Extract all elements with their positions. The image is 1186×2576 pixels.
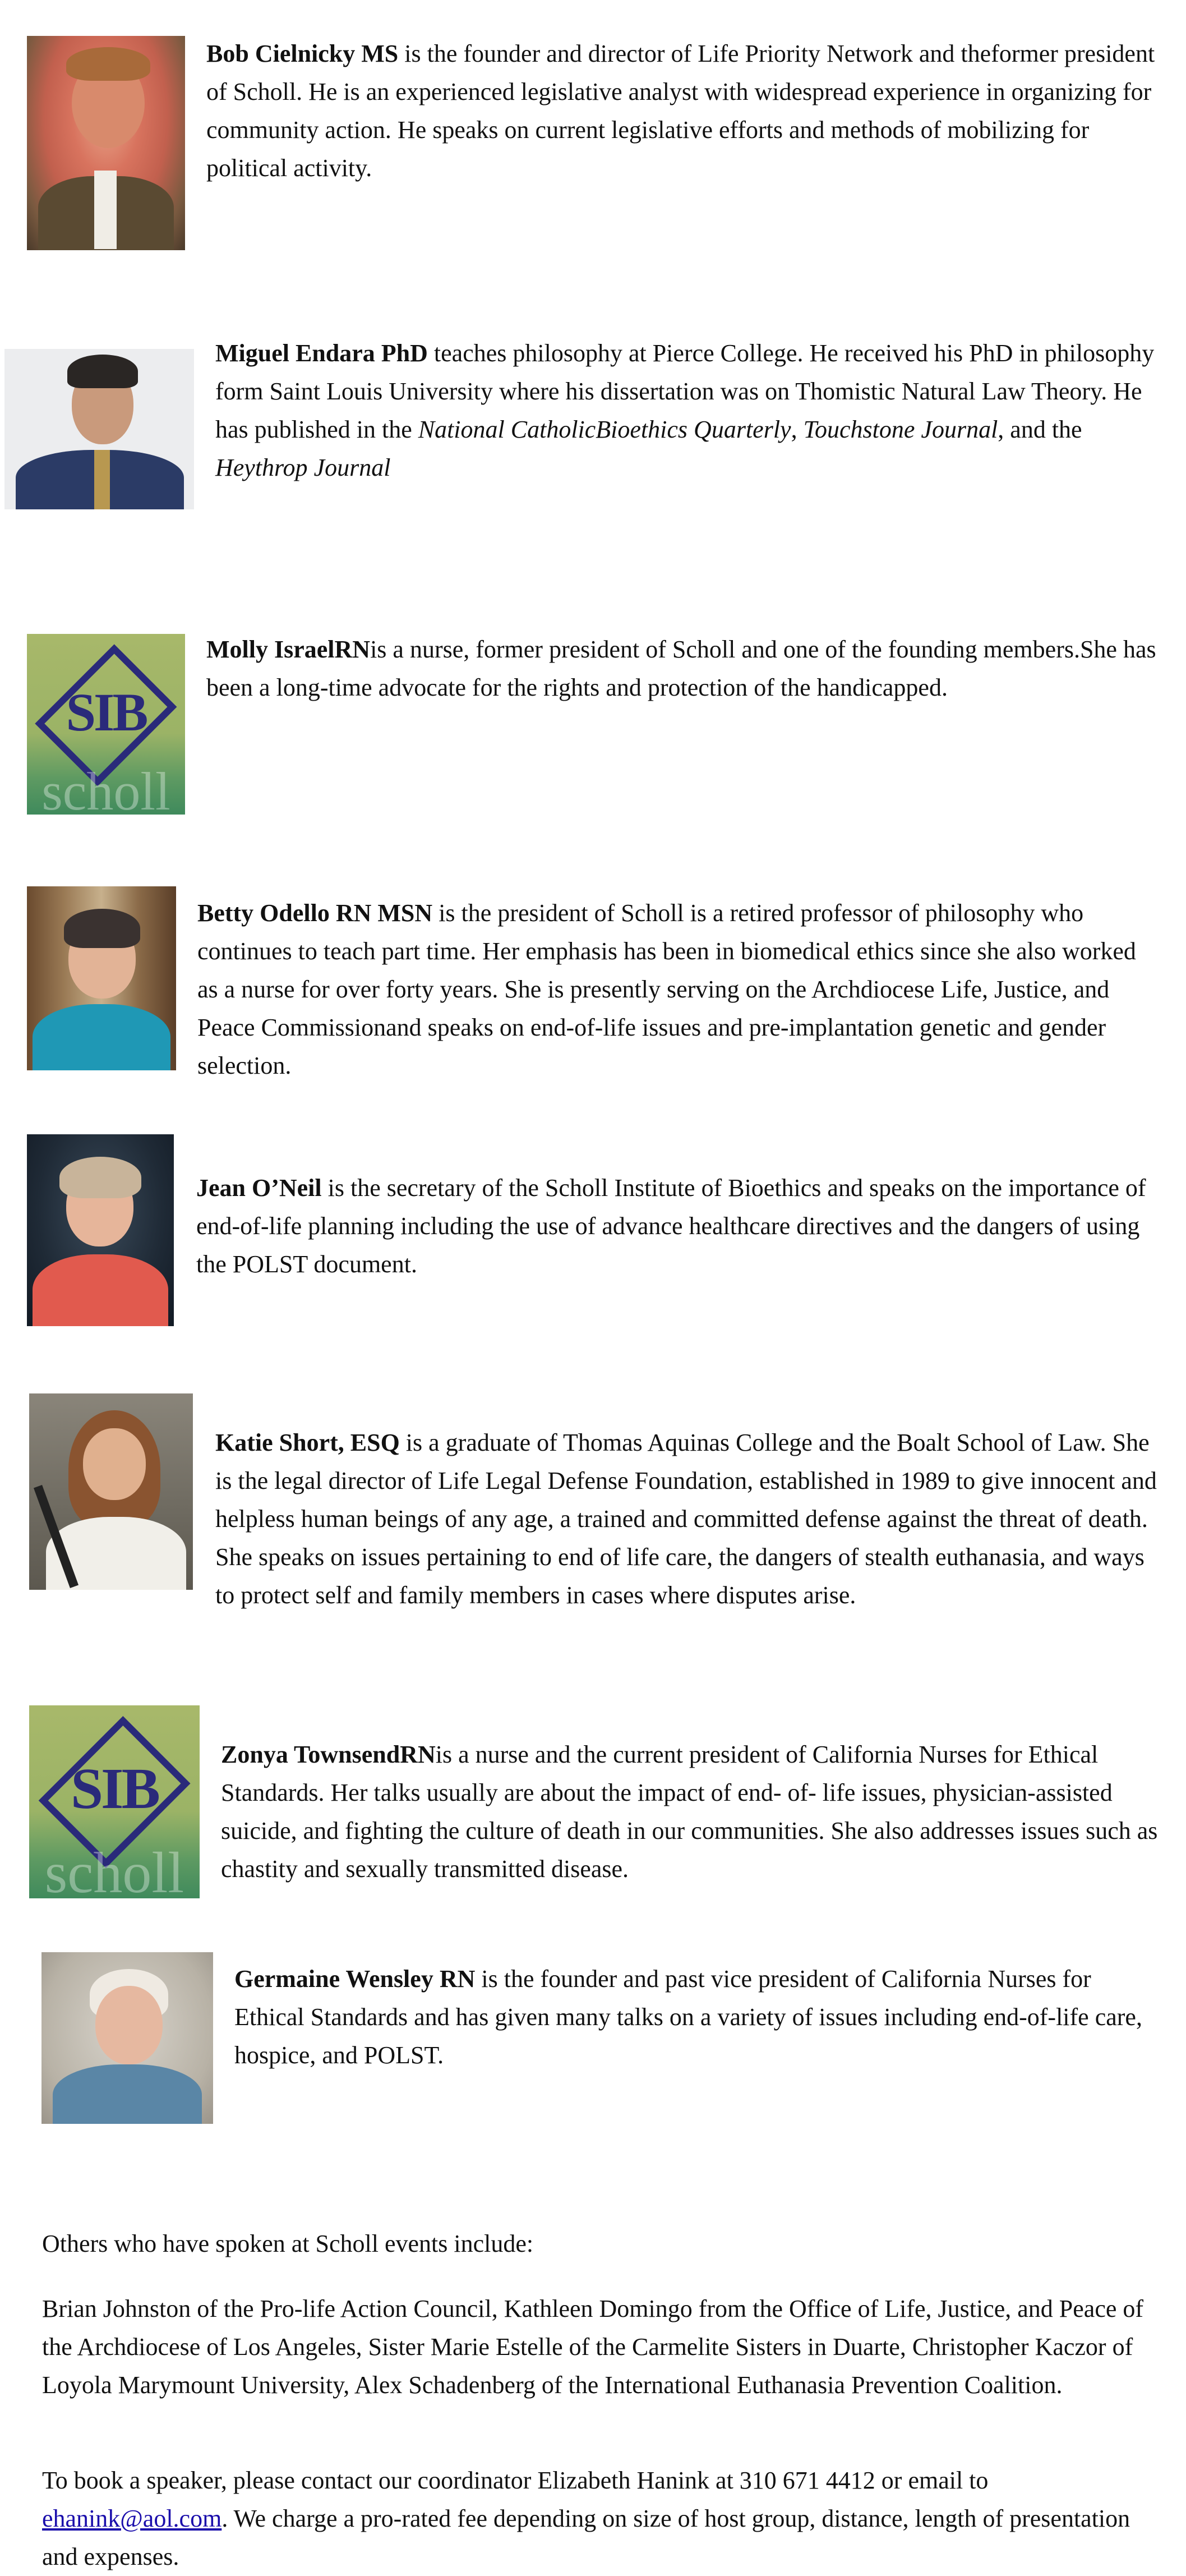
speaker-name: Bob Cielnicky MS xyxy=(206,40,399,67)
bio-text: is the president of Scholl is a retired professor of philosophy who continues to teach part time. Her emphasis has been in biomedical ethics since she also worked as a nurse for over forty years. She is presently serving on the Archdiocese Life, Justice, and Peace Commissionand speaks on end-of-life issues and pre-implantation genetic and gender selection. xyxy=(197,899,1136,1079)
bio-betty-odello xyxy=(197,894,1151,1085)
speaker-name: Zonya TownsendRN xyxy=(221,1741,436,1768)
others-heading: Others who have spoken at Scholl events include: xyxy=(42,2230,534,2257)
booking-paragraph xyxy=(42,2462,1158,2576)
publication-title: Touchstone Journal xyxy=(803,416,998,443)
bio-jean-oneil xyxy=(196,1169,1161,1284)
speaker-name: Germaine Wensley RN xyxy=(234,1965,476,1993)
booking-text: To book a speaker, please contact our coordinator Elizabeth Hanink at 310 671 4412 or email to xyxy=(42,2467,989,2494)
separator: , xyxy=(791,416,804,443)
bio-molly-israel xyxy=(206,631,1160,707)
logo-watermark: scholl xyxy=(44,1841,184,1898)
portrait-betty-odello xyxy=(27,886,176,1070)
speaker-name: Molly IsraelRN xyxy=(206,636,371,663)
bio-germaine-wensley xyxy=(234,1960,1154,2074)
speaker-name: Katie Short, ESQ xyxy=(215,1429,400,1456)
separator: , and the xyxy=(998,416,1082,443)
bio-katie-short xyxy=(215,1424,1169,1614)
bio-text: teaches philosophy at Pierce College. He received his PhD in philosophy form Saint Louis University where his dissertation was on Thomistic Natural Law Theory. He has published in the xyxy=(215,339,1155,443)
bio-text: is a graduate of Thomas Aquinas College and the Boalt School of Law. She is the legal director of Life Legal Defense Foundation, established in 1989 to give innocent and helpless human beings of any age, a trained and committed defense against the threat of death. She speaks on issues pertaining to end of life care, the dangers of stealth euthanasia, and ways to protect self and family members in cases where disputes arise. xyxy=(215,1429,1157,1609)
bio-text: is the founder and director of Life Priority Network and theformer president of Scholl. He is an experienced legislative analyst with widespread experience in organizing for community action. He speaks on current legislative efforts and methods of mobilizing for political activity. xyxy=(206,40,1155,182)
speaker-name: Jean O’Neil xyxy=(196,1174,322,1202)
bio-zonya-townsend xyxy=(221,1736,1169,1888)
portrait-germaine-wensley xyxy=(41,1952,213,2124)
bio-text: is a nurse and the current president of California Nurses for Ethical Standards. Her talks usually are about the impact of end- of- life issues, physician-assisted suicide, and fighting the culture of death in our communities. She also addresses issues such as chastity and sexually transmitted disease. xyxy=(221,1741,1158,1883)
sib-logo xyxy=(29,1705,200,1898)
logo-watermark: scholl xyxy=(41,761,170,815)
sib-logo xyxy=(27,634,185,815)
portrait-miguel-endara xyxy=(4,349,194,509)
others-list: Brian Johnston of the Pro-life Action Council, Kathleen Domingo from the Office of Life, Justice, and Peace of the Archdiocese of Los Angeles, Sister Marie Estelle of the Carmelite Sisters in Duarte, Christopher Kaczor of Loyola Marymount University, Alex Schadenberg of the International Euthanasia Prevention Coalition. xyxy=(42,2295,1144,2399)
publication-title: Heythrop Journal xyxy=(215,454,391,481)
booking-text-after: . We charge a pro-rated fee depending on size of host group, distance, length of presentation and expenses. xyxy=(42,2505,1130,2570)
bio-text: is the founder and past vice president of California Nurses for Ethical Standards and has given many talks on a variety of issues including end-of-life care, hospice, and POLST. xyxy=(234,1965,1142,2069)
bio-text: is a nurse, former president of Scholl and one of the founding members.She has been a long-time advocate for the rights and protection of the handicapped. xyxy=(206,636,1156,701)
email-link[interactable]: ehanink@aol.com xyxy=(42,2505,222,2532)
speaker-name: Miguel Endara PhD xyxy=(215,339,428,367)
logo-text: SIB xyxy=(66,682,146,742)
bio-bob-cielnicky xyxy=(206,35,1160,187)
logo-text: SIB xyxy=(71,1756,158,1821)
speaker-name: Betty Odello RN MSN xyxy=(197,899,433,927)
portrait-jean-oneil xyxy=(27,1134,174,1326)
portrait-katie-short xyxy=(29,1393,193,1590)
bio-miguel-endara xyxy=(215,334,1169,487)
portrait-bob-cielnicky xyxy=(27,36,185,250)
publication-title: National CatholicBioethics Quarterly xyxy=(418,416,791,443)
bio-text: is the secretary of the Scholl Institute of Bioethics and speaks on the importance of end-of-life planning including the use of advance healthcare directives and the dangers of using the POLST document. xyxy=(196,1174,1146,1278)
